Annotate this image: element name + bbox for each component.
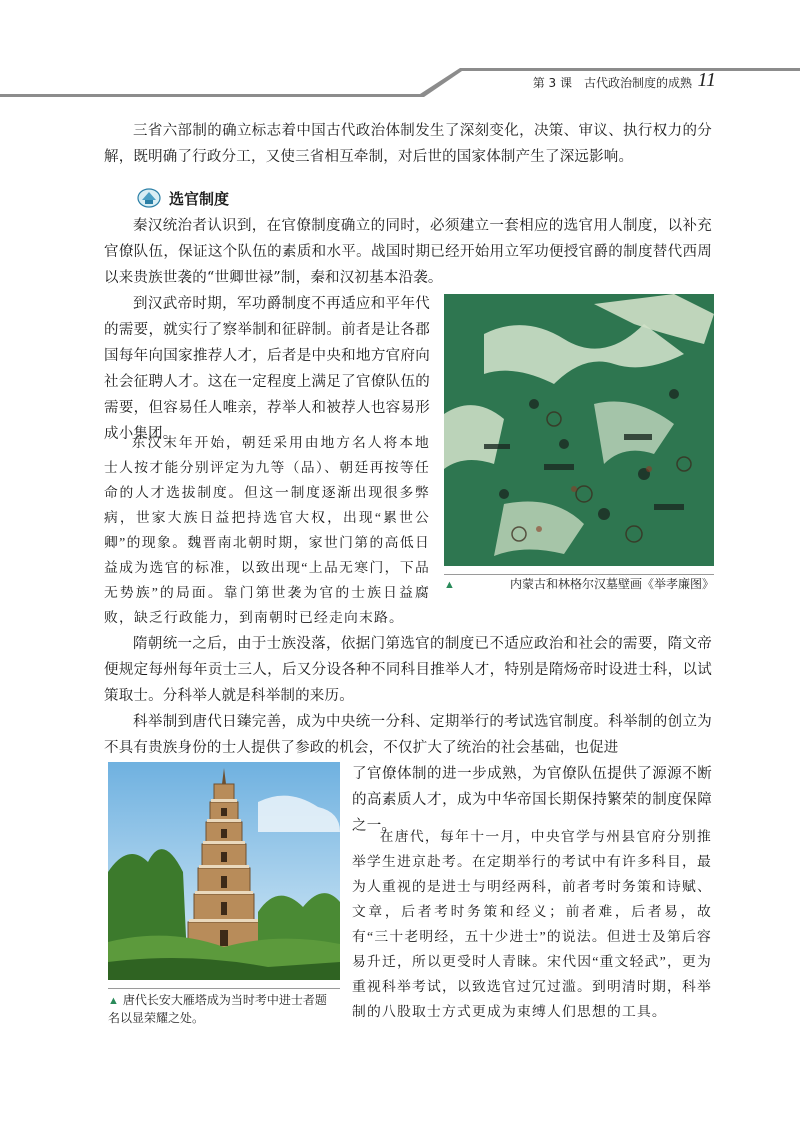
paragraph-2: 秦汉统治者认识到，在官僚制度确立的同时，必须建立一套相应的选官用人制度，以补充官僚队伍，保证这个队伍的素质和水平。战国时期已经开始用立军功便授官爵的制度替代西周以来贵族世袭的“世卿世禄”制，秦和汉初基本沿袭。 bbox=[104, 218, 712, 286]
pagoda-caption-rule bbox=[108, 988, 340, 989]
pagoda-caption: ▲ 唐代长安大雁塔成为当时考中进士者题 名以显荣耀之处。 bbox=[108, 993, 327, 1025]
pagoda-image bbox=[108, 762, 340, 980]
mural-caption: ▲ 内蒙古和林格尔汉墓壁画《举孝廉图》 bbox=[444, 577, 714, 591]
mural-illustration bbox=[444, 294, 714, 566]
mural-caption-rule bbox=[444, 574, 714, 575]
section-heading bbox=[137, 186, 229, 210]
section-emblem-icon bbox=[137, 187, 161, 209]
page-number: 11 bbox=[697, 69, 716, 91]
pagoda-illustration bbox=[108, 762, 340, 980]
lesson-title: 第 3 课 古代政治制度的成熟 bbox=[532, 76, 692, 90]
paragraph-7: 在唐代，每年十一月，中央官学与州县官府分别推举学生进京赴考。在定期举行的考试中有许多科目，最为人重视的是进士与明经两科，前者考时务策和诗赋、文章，后者考时务策和经义；前者难，后者易，故有“三十老明经，五十少进士”的说法。但进士及第后容易升迁，所以更受时人青睐。宋代因“重文轻武”，更为重视科举考试，以致选官过冗过滥。到明清时期，科举制的八股取士方式更成为束缚人们思想的工具。 bbox=[352, 829, 712, 1019]
section-title: 选官制度 bbox=[169, 189, 230, 208]
paragraph-4: 东汉末年开始，朝廷采用由地方名人将本地士人按才能分别评定为九等（品）、朝廷再按等任命的人才选拔制度。但这一制度逐渐出现很多弊病，世家大族日益把持选官大权，出现“累世公卿”的现象。魏晋南北朝时期，家世门第的高低日益成为选官的标准，以致出现“上品无寒门，下品无势族”的局面。靠门第世袭为官的士族日益腐败，缺乏行政能力，到南朝时已经走向末路。 bbox=[104, 435, 430, 625]
paragraph-6-continued: 了官僚体制的进一步成熟，为官僚队伍提供了源源不断的高素质人才，成为中华帝国长期保持繁荣的制度保障之一。 bbox=[352, 766, 712, 834]
caption-marker-icon: ▲ bbox=[108, 995, 119, 1007]
paragraph-3: 到汉武帝时期，军功爵制度不再适应和平年代的需要，就实行了察举制和征辟制。前者是让各郡国每年向国家推荐人才，后者是中央和地方官府向社会征聘人才。这在一定程度上满足了官僚队伍的需要，但容易任人唯亲，荐举人和被荐人也容易形成小集团。 bbox=[104, 296, 430, 442]
paragraph-1: 三省六部制的确立标志着中国古代政治体制发生了深刻变化，决策、审议、执行权力的分解，既明确了行政分工，又使三省相互牵制，对后世的国家体制产生了深远影响。 bbox=[104, 123, 712, 165]
mural-image bbox=[444, 294, 714, 566]
paragraph-6-start: 科举制到唐代日臻完善，成为中央统一分科、定期举行的考试选官制度。科举制的创立为不具有贵族身份的士人提供了参政的机会，不仅扩大了统治的社会基础，也促进 bbox=[104, 714, 712, 756]
caption-marker-icon: ▲ bbox=[444, 579, 455, 591]
paragraph-5: 隋朝统一之后，由于士族没落，依据门第选官的制度已不适应政治和社会的需要，隋文帝便规定每州每年贡士三人，后又分设各种不同科目推举人才，特别是隋炀帝时设进士科，以试策取士。分科举人就是科举制的来历。 bbox=[104, 636, 712, 704]
